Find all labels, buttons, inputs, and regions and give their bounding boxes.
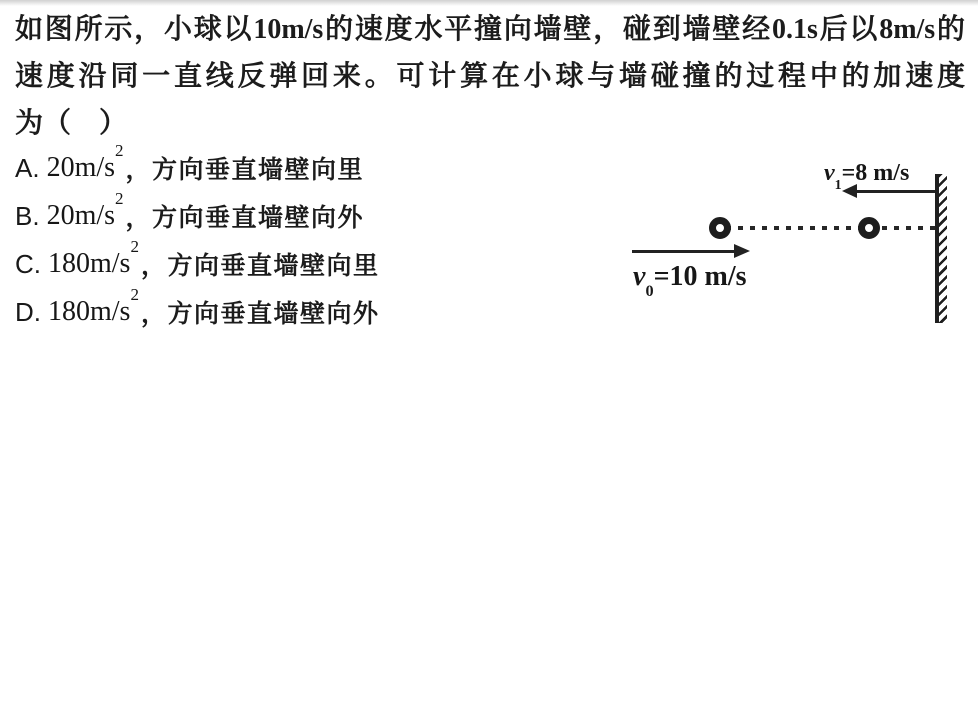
- option-d-direction-text: ，方向垂直墙壁向外: [140, 301, 380, 328]
- problem-line-3: 为（ ）: [15, 108, 128, 139]
- answer-options: [15, 141, 380, 336]
- ball-incoming: [709, 217, 731, 239]
- option-c-superscript: 2: [130, 237, 139, 257]
- option-d-letter: D.: [15, 296, 41, 327]
- v0-subscript: 0: [645, 281, 654, 300]
- wall-hatching: [939, 174, 947, 323]
- v1-value: =8 m/s: [841, 160, 910, 186]
- option-a-magnitude: 20m/s: [46, 152, 116, 183]
- option-d-superscript: 2: [130, 285, 139, 305]
- v1-variable: v: [824, 160, 835, 186]
- option-b-letter: B.: [15, 200, 40, 231]
- option-a-superscript: 2: [115, 141, 124, 161]
- option-b: [15, 189, 379, 240]
- v0-value: =10 m/s: [653, 261, 747, 292]
- ball-at-wall: [858, 217, 880, 239]
- problem-line-1: 如图所示，小球以10m/s的速度水平撞向墙壁，碰到墙壁经0.1s后以8m/s的: [15, 14, 965, 45]
- option-a: [15, 141, 379, 192]
- incoming-arrow-line: [632, 250, 736, 253]
- option-c-direction-text: ，方向垂直墙壁向里: [140, 253, 380, 280]
- trajectory-dotted-line: [714, 226, 936, 230]
- option-d: [15, 285, 380, 336]
- problem-statement: [15, 6, 965, 147]
- option-b-superscript: 2: [115, 189, 124, 209]
- option-a-value: [46, 141, 124, 184]
- rebound-arrowhead-icon: [842, 184, 857, 198]
- problem-line-2: 速度沿同一直线反弹回来。可计算在小球与墙碰撞的过程中的加速度: [15, 61, 965, 92]
- v1-subscript: 1: [834, 178, 842, 194]
- option-c-letter: C.: [15, 248, 41, 279]
- initial-velocity-label: [633, 261, 747, 300]
- option-c-value: [48, 237, 139, 280]
- v0-variable: v: [633, 261, 646, 292]
- option-b-value: [46, 189, 124, 232]
- option-a-direction-text: ，方向垂直墙壁向里: [125, 157, 365, 184]
- option-b-magnitude: 20m/s: [46, 200, 116, 231]
- wall: [935, 174, 939, 323]
- option-d-value: [48, 285, 139, 328]
- rebound-arrow-line: [853, 190, 935, 193]
- option-c: [15, 237, 380, 288]
- option-d-magnitude: 180m/s: [48, 296, 131, 327]
- rebound-velocity-label: [824, 160, 910, 194]
- option-a-letter: A.: [15, 152, 40, 183]
- incoming-arrowhead-icon: [734, 244, 750, 258]
- option-c-magnitude: 180m/s: [48, 248, 131, 279]
- option-b-direction-text: ，方向垂直墙壁向外: [125, 205, 365, 232]
